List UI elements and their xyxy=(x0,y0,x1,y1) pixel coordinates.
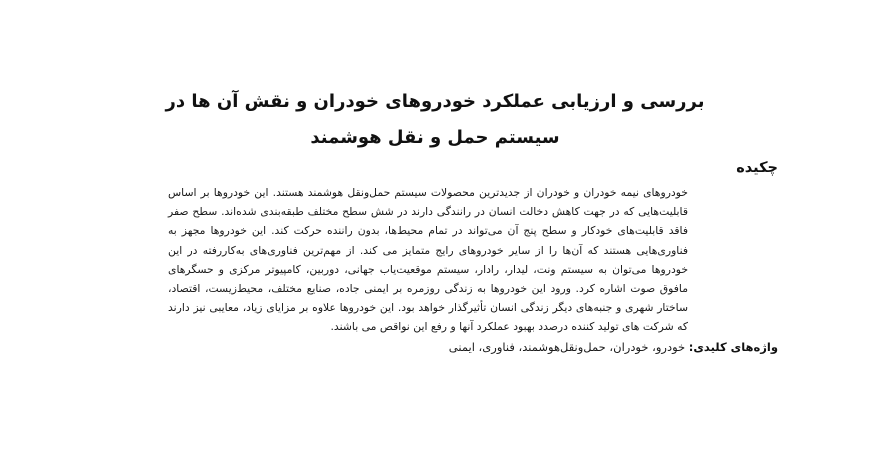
keywords-list: خودرو، خودران، حمل‌ونقل‌هوشمند، فناوری، ایمنی xyxy=(448,340,686,354)
paper-title: بررسی و ارزیابی عملکرد خودروهای خودران و نقش آن ها در سیستم حمل و نقل هوشمند xyxy=(165,91,705,148)
keywords-label: واژه‌های کلیدی: xyxy=(688,340,778,354)
keywords-line xyxy=(449,340,778,354)
abstract-body: خودروهای نیمه خودران و خودران از جدیدترین محصولات سیستم حمل‌ونقل هوشمند هستند. این خودروها بر اساس قابلیت‌هایی که در جهت کاهش دخالت انسان در رانندگی دارند در شش سطح مختلف طبقه‌بندی شده‌اند. سطح صفر فاقد قابلیت‌های خودکار و سطح پنج آن می‌تواند در تمام محیط‌ها، بدون راننده حرکت کند. این خودروها مجهز به فناوری‌هایی هستند که آن‌ها را از سایر خودروهای رایج متمایز می کند. از مهم‌ترین فناوری‌های به‌کاررفته در این خودروها می‌توان به سیستم ونت، لیدار، رادار، سیستم موقعیت‌یاب جهانی، دوربین، کامپیوتر مرکزی و حسگرهای مافوق صوت اشاره کرد. ورود این خودروها به زندگی روزمره بر ایمنی جاده، صنایع مختلف، محیط‌زیست، اقتصاد، ساختار شهری و جنبه‌های دیگر زندگی انسان تأثیرگذار خواهد بود. این خودروها علاوه بر مزایای زیاد، معایبی نیز دارند که شرکت های تولید کننده درصدد بهبود عملکرد آنها و رفع این نواقص می باشند. xyxy=(168,186,688,334)
abstract-heading: چکیده xyxy=(736,160,778,176)
